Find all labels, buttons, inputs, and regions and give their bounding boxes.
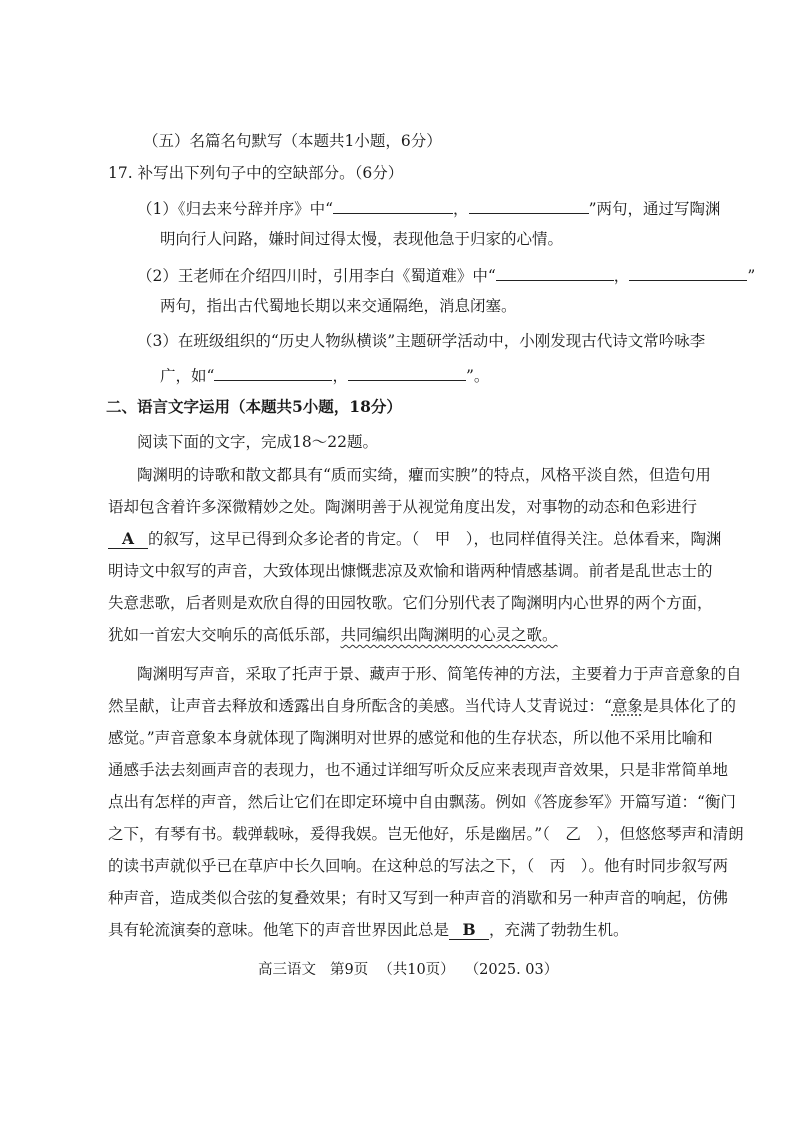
item-2-suffix: ” [747, 267, 756, 285]
footer-page: 第9页 [330, 962, 369, 978]
passage-line [108, 696, 736, 716]
answer-blank-2a[interactable] [496, 264, 614, 281]
item-3-comma: ， [332, 367, 348, 385]
footer-total: （共10页） [378, 962, 455, 978]
passage-line: 的读书声就似乎已在草庐中长久回响。在这种总的写法之下，（ 丙 ）。他有时同步叙写两 [108, 857, 729, 875]
answer-blank-2b[interactable] [629, 264, 747, 281]
passage-line: 陶渊明写声音，采取了托声于景、藏声于形、简笔传神的方法，主要着力于声音意象的自 [137, 665, 742, 683]
passage-line [108, 529, 722, 549]
section-five-heading: （五）名篇名句默写（本题共1小题，6分） [143, 132, 442, 150]
passage-line-text: 犹如一首宏大交响乐的高低乐部， [108, 626, 341, 644]
passage-line: 种声音，造成类似合弦的复叠效果；有时又写到一种声音的消歇和另一种声音的响起，仿佛 [108, 889, 729, 907]
question-17-item-2-line-1 [137, 264, 755, 286]
section-two-heading: 二、语言文字运用（本题共5小题，18分） [106, 397, 402, 416]
passage-line-text: 是具体化了的 [642, 697, 736, 715]
passage-line: 通感手法去刻画声音的表现力，也不通过详细写听众反应来表现声音效果，只是非常简单地 [108, 761, 729, 779]
passage-line-text: 然呈献，让声音去释放和透露出自身所酝含的美感。当代诗人艾青说过：“ [108, 697, 612, 715]
passage-line: 失意悲歌，后者则是欢欣自得的田园牧歌。它们分别代表了陶渊明内心世界的两个方面， [108, 594, 713, 612]
footer-subject: 高三语文 [258, 962, 316, 978]
blank-b: B [449, 921, 489, 940]
passage-line: 点出有怎样的声音，然后让它们在即定环境中自由飘荡。例如《答庞参军》开篇写道：“衡门 [108, 793, 736, 811]
passage-line: 之下，有琴有书。载弹载咏，爰得我娱。岂无他好，乐是幽居。”（ 乙 ），但悠悠琴声和清朗 [108, 825, 744, 843]
passage-line [108, 920, 629, 940]
reading-instruction: 阅读下面的文字，完成18～22题。 [137, 433, 378, 451]
wavy-underlined-sentence: 共同编织出陶渊明的心灵之歌。 [340, 626, 558, 644]
item-2-comma: ， [613, 267, 630, 285]
passage-line-text: 具有轮流演奏的意味。他笔下的声音世界因此总是 [108, 921, 450, 939]
dotted-term: 意象 [611, 697, 643, 715]
passage-line: 语却包含着许多深微精妙之处。陶渊明善于从视觉角度出发，对事物的动态和色彩进行 [108, 498, 698, 516]
blank-a: A [108, 530, 148, 549]
item-1-suffix: ”两句，通过写陶渊 [588, 200, 721, 218]
question-17-item-2-line-2: 两句，指出古代蜀地长期以来交通隔绝，消息闭塞。 [160, 297, 517, 315]
item-3-suffix: ”。 [465, 367, 490, 385]
answer-blank-1b[interactable] [469, 197, 589, 214]
question-17-item-1-line-2: 明向行人问路，嫌时间过得太慢，表现他急于归家的心情。 [160, 230, 564, 248]
item-1-prefix: （1）《归去来兮辞并序》中“ [137, 200, 334, 218]
passage-line: 陶渊明的诗歌和散文都具有“质而实绮，癯而实腴”的特点，风格平淡自然，但造句用 [137, 466, 711, 484]
page-footer [258, 960, 558, 980]
passage-line: 明诗文中叙写的声音，大致体现出慷慨悲凉及欢愉和谐两种情感基调。前者是乱世志士的 [108, 562, 713, 580]
item-3-prefix: 广，如“ [160, 367, 215, 385]
question-17-stem: 17. 补写出下列句子中的空缺部分。（6分） [108, 164, 404, 182]
answer-blank-3b[interactable] [348, 364, 466, 381]
passage-line-text: ，充满了勃勃生机。 [489, 921, 629, 939]
passage-line [108, 625, 558, 645]
passage-line: 感觉。”声音意象本身就体现了陶渊明对世界的感觉和他的生存状态，所以他不采用比喻和 [108, 729, 713, 747]
question-17-item-3-line-2 [160, 364, 489, 386]
item-2-prefix: （2）王老师在介绍四川时，引用李白《蜀道难》中“ [137, 267, 496, 285]
question-17-item-3-line-1: （3）在班级组织的“历史人物纵横谈”主题研学活动中，小刚发现古代诗文常吟咏李 [137, 332, 706, 350]
footer-date: （2025. 03） [464, 962, 559, 978]
item-1-comma: ， [453, 200, 469, 218]
answer-blank-1a[interactable] [333, 197, 453, 214]
answer-blank-3a[interactable] [214, 364, 332, 381]
question-17-item-1-line-1 [137, 197, 721, 219]
passage-line-text: 的叙写，这早已得到众多论者的肯定。（ 甲 ），也同样值得关注。总体看来，陶渊 [148, 530, 722, 548]
